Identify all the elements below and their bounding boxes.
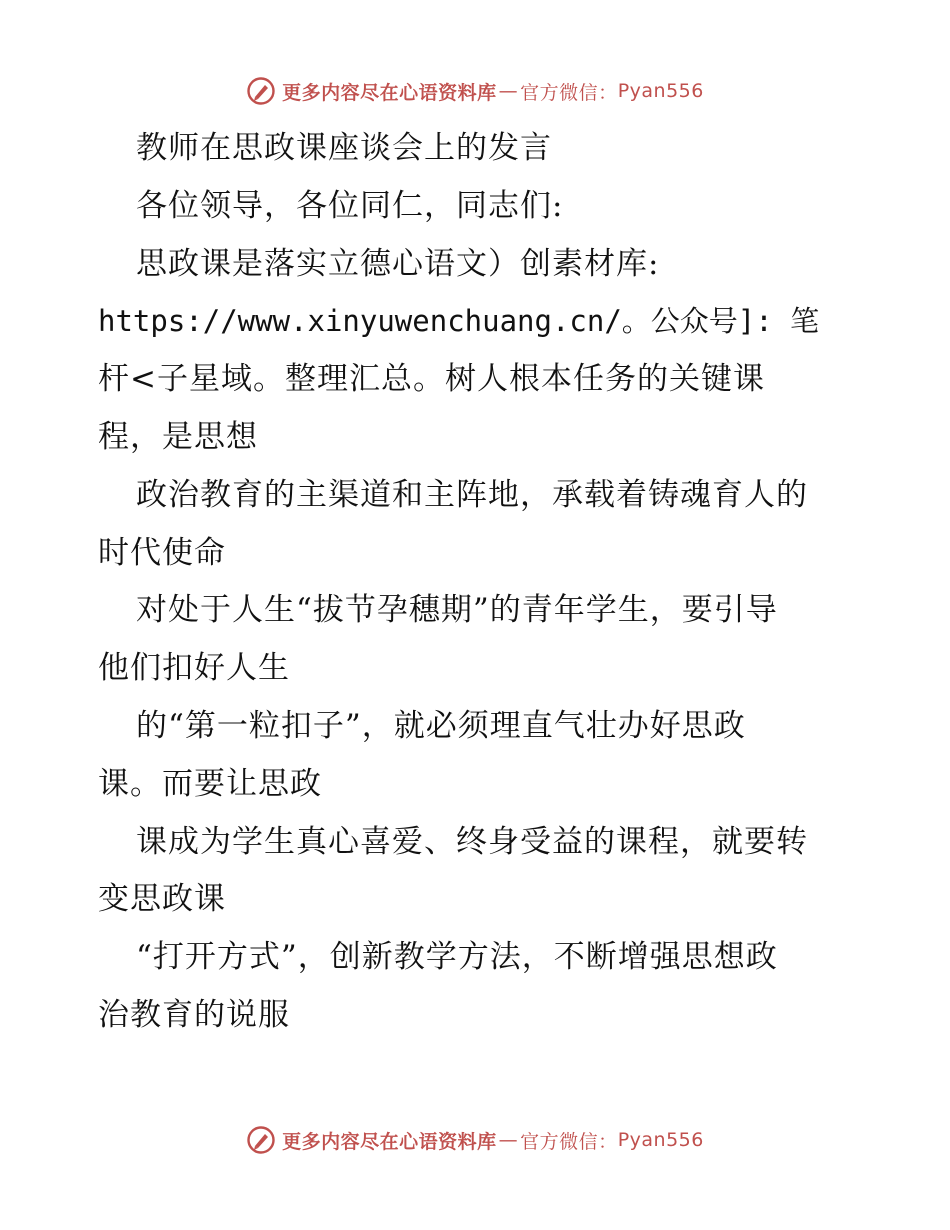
text-line-url: https://www.xinyuwenchuang.cn/。公众号]: 笔	[98, 304, 820, 339]
text-line: 杆<子星域。整理汇总。树人根本任务的关键课	[98, 361, 765, 398]
text-line: “打开方式”，创新教学方法，不断增强思想政	[136, 939, 778, 976]
text-line: 课成为学生真心喜爱、终身受益的课程，就要转	[136, 823, 808, 860]
pen-circle-icon	[246, 76, 276, 106]
text-line: 变思政课	[98, 881, 226, 918]
text-line: 时代使命	[98, 534, 226, 571]
header-banner	[0, 71, 950, 111]
text-line: 思政课是落实立德心语文）创素材库:	[136, 245, 660, 282]
banner-wechat-label: 官方微信：	[520, 81, 618, 104]
text-line: 对处于人生“拔节孕穗期”的青年学生，要引导	[136, 592, 778, 629]
banner-wechat-label: 官方微信：	[520, 1130, 618, 1153]
banner-wechat-id: Pyan556	[617, 80, 704, 102]
pen-circle-icon	[246, 1125, 276, 1155]
text-line: 程，是思想	[98, 418, 258, 455]
text-line: 的“第一粒扣子”，就必须理直气壮办好思政	[136, 707, 746, 744]
text-line: 治教育的说服	[98, 996, 290, 1033]
document-body	[98, 120, 858, 1045]
text-line: 政治教育的主渠道和主阵地，承载着铸魂育人的	[136, 476, 808, 513]
banner-wechat-id: Pyan556	[617, 1129, 704, 1151]
banner-main-text: 更多内容尽在心语资料库	[282, 81, 497, 104]
text-line: 他们扣好人生	[98, 650, 290, 687]
banner-separator: —	[498, 1129, 519, 1151]
footer-banner	[0, 1120, 950, 1160]
salutation: 各位领导，各位同仁，同志们:	[136, 187, 564, 224]
banner-separator: —	[498, 80, 519, 102]
text-line: 课。而要让思政	[98, 765, 322, 802]
document-title: 教师在思政课座谈会上的发言	[136, 130, 552, 166]
banner-main-text: 更多内容尽在心语资料库	[282, 1130, 497, 1153]
